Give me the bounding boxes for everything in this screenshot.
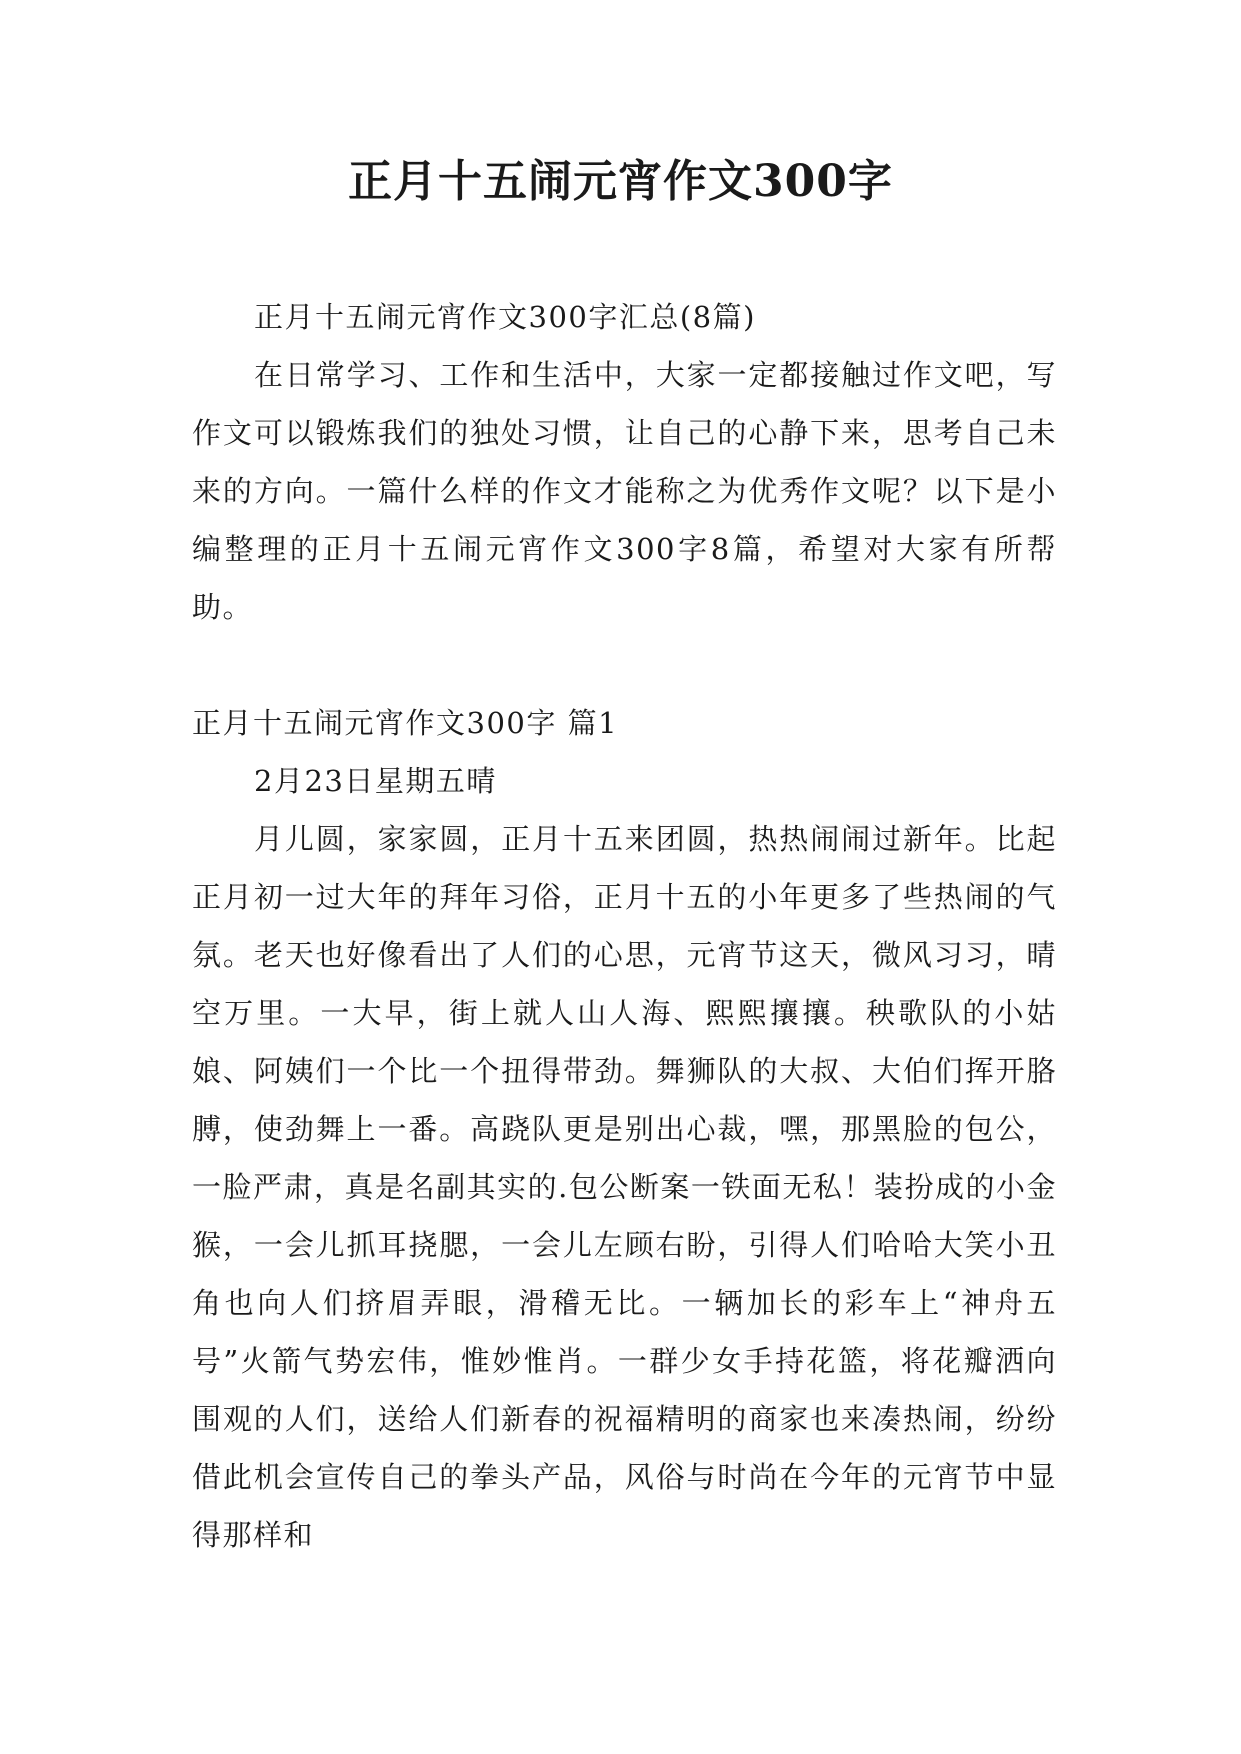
section-heading: 正月十五闹元宵作文300字 篇1: [192, 706, 619, 740]
section-date-line: 2月23日星期五晴: [254, 764, 497, 798]
intro-paragraph: 在日常学习、工作和生活中，大家一定都接触过作文吧，写作文可以锻炼我们的独处习惯，让自己的心静下来，思考自己未来的方向。一篇什么样的作文才能称之为优秀作文呢？以下是小编整理的正月十五闹元宵作文300字8篇，希望对大家有所帮助。: [192, 358, 1057, 624]
section-body-paragraph: 月儿圆，家家圆，正月十五来团圆，热热闹闹过新年。比起正月初一过大年的拜年习俗，正月十五的小年更多了些热闹的气氛。老天也好像看出了人们的心思，元宵节这天，微风习习，晴空万里。一大早，街上就人山人海、熙熙攘攘。秧歌队的小姑娘、阿姨们一个比一个扭得带劲。舞狮队的大叔、大伯们挥开胳膊，使劲舞上一番。高跷队更是别出心裁，嘿，那黑脸的包公，一脸严肃，真是名副其实的.包公断案一铁面无私！装扮成的小金猴，一会儿抓耳挠腮，一会儿左顾右盼，引得人们哈哈大笑小丑角也向人们挤眉弄眼，滑稽无比。一辆加长的彩车上“神舟五号”火箭气势宏伟，惟妙惟肖。一群少女手持花篮，将花瓣洒向围观的人们，送给人们新春的祝福精明的商家也来凑热闹，纷纷借此机会宣传自己的拳头产品，风俗与时尚在今年的元宵节中显得那样和: [192, 822, 1057, 1552]
document-body: [192, 288, 1057, 1564]
document-subtitle: 正月十五闹元宵作文300字汇总(8篇): [254, 300, 756, 334]
paragraph-spacer: [192, 636, 1057, 694]
document-title: 正月十五闹元宵作文300字: [348, 156, 893, 207]
